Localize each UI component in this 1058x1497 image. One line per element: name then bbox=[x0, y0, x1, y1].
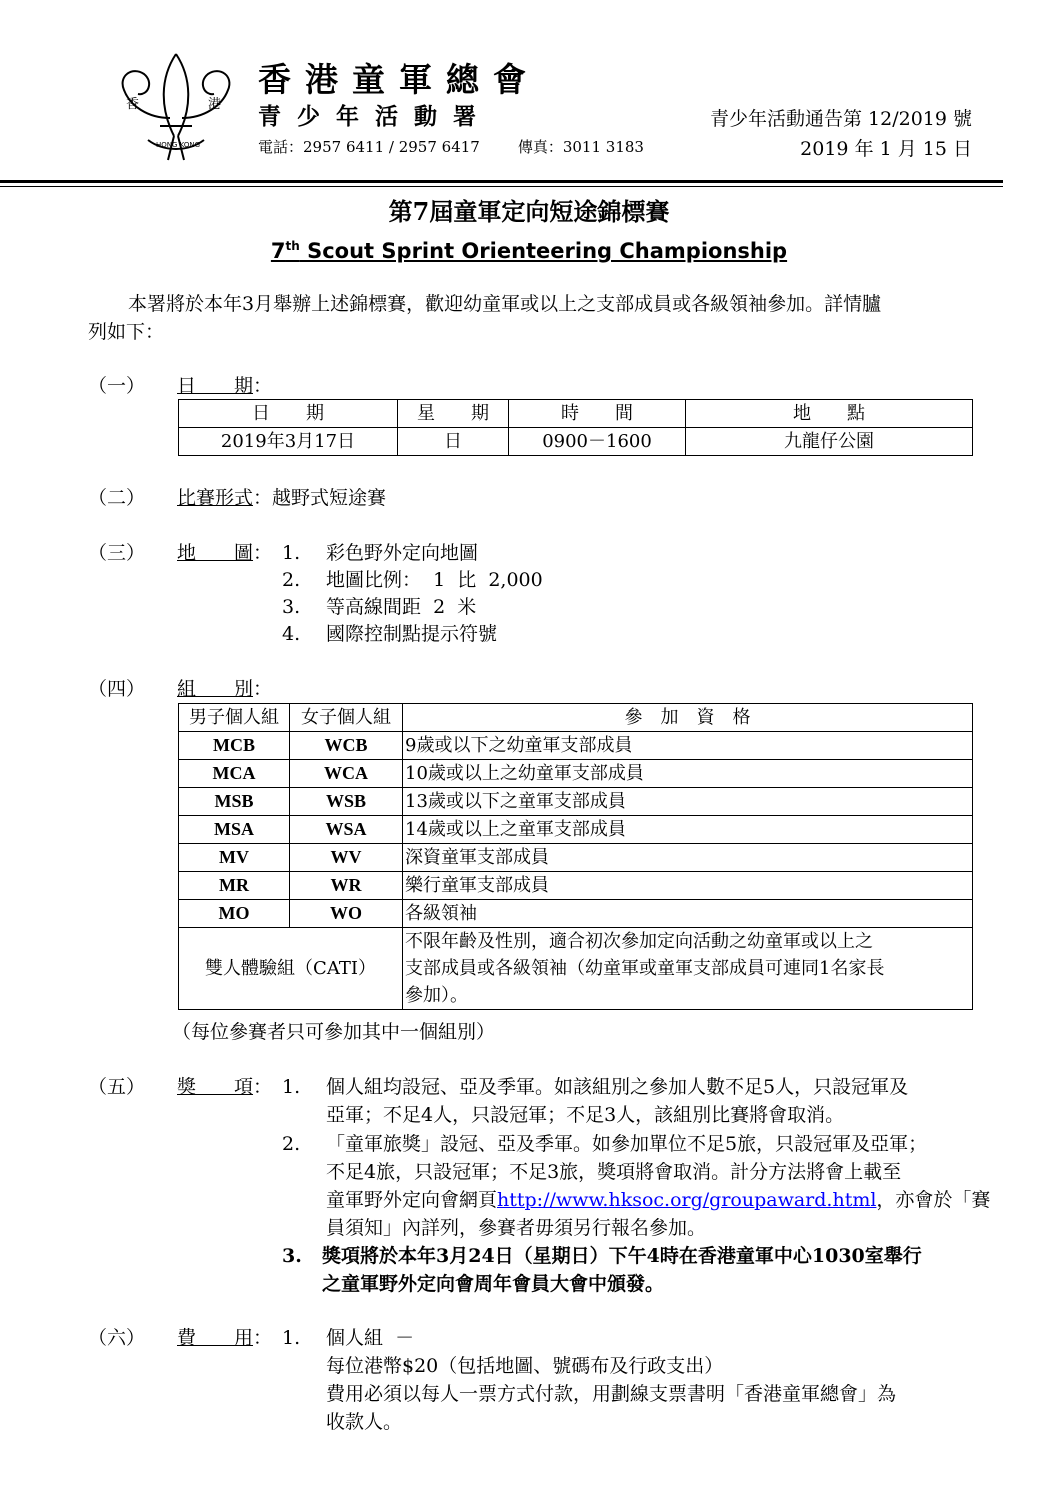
category-male-code: MSB bbox=[179, 788, 290, 816]
s5-item-1-line-2: 亞軍；不足4人，只設冠軍；不足3人，該組別比賽將會取消。 bbox=[326, 1104, 845, 1126]
s6-item-1-line-3: 費用必須以每人一票方式付款，用劃線支票書明「香港童軍總會」為 bbox=[326, 1383, 897, 1405]
category-header-female: 女子個人組 bbox=[290, 704, 403, 732]
groupaward-link[interactable]: http://www.hksoc.org/groupaward.html bbox=[497, 1189, 877, 1211]
header-rule-thin bbox=[0, 186, 1003, 187]
s3-item-1: 彩色野外定向地圖 bbox=[326, 542, 479, 564]
category-eligibility: 各級領袖 bbox=[403, 900, 973, 928]
s3-heading: 地 圖： bbox=[177, 542, 273, 564]
s2-number: （二） bbox=[88, 487, 146, 509]
s5-item-2-line-4: 員須知」內詳列，參賽者毋須另行報名參加。 bbox=[326, 1217, 707, 1239]
s4-heading: 組 別： bbox=[177, 678, 273, 700]
s3-item-3-num: 3. bbox=[282, 596, 301, 618]
category-note: （每位參賽者只可參加其中一個組別） bbox=[172, 1021, 496, 1043]
s3-item-2-num: 2. bbox=[282, 569, 301, 591]
category-female-code: WCA bbox=[290, 760, 403, 788]
s3-item-4: 國際控制點提示符號 bbox=[326, 623, 498, 645]
category-eligibility: 樂行童軍支部成員 bbox=[403, 872, 973, 900]
s5-item-1-line-1: 個人組均設冠、亞及季軍。如該組別之參加人數不足5人，只設冠軍及 bbox=[326, 1076, 909, 1098]
category-male-code: MCA bbox=[179, 760, 290, 788]
table-row bbox=[179, 760, 973, 788]
table-row bbox=[179, 900, 973, 928]
category-male-code: MCB bbox=[179, 732, 290, 760]
table-row bbox=[179, 844, 973, 872]
category-female-code: WV bbox=[290, 844, 403, 872]
s5-number: （五） bbox=[88, 1076, 146, 1098]
schedule-header-venue: 地 點 bbox=[686, 400, 973, 428]
cati-label: 雙人體驗組（CATI） bbox=[179, 928, 403, 1010]
category-male-code: MV bbox=[179, 844, 290, 872]
table-row bbox=[179, 400, 973, 428]
notice-date: 2019 年 1 月 15 日 bbox=[800, 138, 972, 160]
s3-number: （三） bbox=[88, 542, 146, 564]
table-row bbox=[179, 428, 973, 456]
table-row bbox=[179, 928, 973, 1010]
category-male-code: MSA bbox=[179, 816, 290, 844]
category-female-code: WCB bbox=[290, 732, 403, 760]
intro-line-2: 列如下： bbox=[88, 321, 165, 343]
schedule-venue: 九龍仔公園 bbox=[686, 428, 973, 456]
s3-item-4-num: 4. bbox=[282, 623, 301, 645]
category-eligibility: 深資童軍支部成員 bbox=[403, 844, 973, 872]
schedule-weekday: 日 bbox=[398, 428, 509, 456]
s1-number: （一） bbox=[88, 375, 146, 397]
logo-ribbon-text: HONG KONG bbox=[156, 141, 201, 149]
schedule-table bbox=[178, 399, 973, 456]
s5-item-2-num: 2. bbox=[282, 1133, 301, 1155]
category-eligibility: 14歲或以上之童軍支部成員 bbox=[403, 816, 973, 844]
category-eligibility: 13歲或以下之童軍支部成員 bbox=[403, 788, 973, 816]
intro-line-1: 本署將於本年3月舉辦上述錦標賽，歡迎幼童軍或以上之支部成員或各級領袖參加。詳情臚 bbox=[128, 293, 882, 315]
table-row bbox=[179, 704, 973, 732]
category-female-code: WSA bbox=[290, 816, 403, 844]
s4-number: （四） bbox=[88, 678, 146, 700]
table-row bbox=[179, 816, 973, 844]
s6-item-1-line-1: 個人組 － bbox=[326, 1327, 415, 1349]
category-female-code: WO bbox=[290, 900, 403, 928]
logo-text-right: 港 bbox=[208, 97, 222, 112]
schedule-header-time: 時 間 bbox=[509, 400, 686, 428]
title-chinese: 第7屆童軍定向短途錦標賽 bbox=[388, 197, 670, 226]
s5-item-3-line-2: 之童軍野外定向會周年會員大會中頒發。 bbox=[322, 1273, 665, 1295]
category-female-code: WR bbox=[290, 872, 403, 900]
s3-item-3: 等高線間距 2 米 bbox=[326, 596, 477, 618]
schedule-date: 2019年3月17日 bbox=[179, 428, 398, 456]
s6-heading: 費 用： bbox=[177, 1327, 273, 1349]
schedule-header-date: 日 期 bbox=[179, 400, 398, 428]
s6-item-1-line-4: 收款人。 bbox=[326, 1411, 403, 1433]
s1-heading: 日 期： bbox=[177, 375, 273, 397]
s5-item-2-line-2: 不足4旅，只設冠軍；不足3旅，獎項將會取消。計分方法將會上載至 bbox=[326, 1161, 902, 1183]
s5-item-2-line-1: 「童軍旅獎」設冠、亞及季軍。如參加單位不足5旅，只設冠軍及亞軍； bbox=[326, 1133, 928, 1155]
fax: 傳真：3011 3183 bbox=[517, 138, 644, 156]
org-name: 香港童軍總會 bbox=[258, 60, 540, 99]
s5-heading: 獎 項： bbox=[177, 1076, 273, 1098]
phone: 電話：2957 6411 / 2957 6417 bbox=[258, 138, 480, 156]
s6-number: （六） bbox=[88, 1327, 146, 1349]
s5-item-2-line-3: 童軍野外定向會網頁http://www.hksoc.org/groupaward.html，亦會於「賽 bbox=[326, 1189, 991, 1211]
schedule-header-weekday: 星 期 bbox=[398, 400, 509, 428]
s5-item-1-num: 1. bbox=[282, 1076, 301, 1098]
s2-heading: 比賽形式：越野式短途賽 bbox=[177, 487, 387, 509]
category-male-code: MO bbox=[179, 900, 290, 928]
notice-number: 青少年活動通告第 12/2019 號 bbox=[709, 108, 972, 130]
s3-item-2: 地圖比例： 1 比 2,000 bbox=[326, 569, 543, 591]
s3-item-1-num: 1. bbox=[282, 542, 301, 564]
category-header-male: 男子個人組 bbox=[179, 704, 290, 732]
scout-logo bbox=[108, 48, 244, 166]
category-eligibility: 10歲或以上之幼童軍支部成員 bbox=[403, 760, 973, 788]
category-header-eligibility: 參 加 資 格 bbox=[403, 704, 973, 732]
table-row bbox=[179, 872, 973, 900]
schedule-time: 0900－1600 bbox=[509, 428, 686, 456]
s5-item-3-line-1: 獎項將於本年3月24日（星期日）下午4時在香港童軍中心1030室舉行 bbox=[322, 1245, 922, 1267]
s6-item-1-num: 1. bbox=[282, 1327, 301, 1349]
cati-eligibility: 不限年齡及性別，適合初次參加定向活動之幼童軍或以上之 支部成員或各級領袖（幼童軍或童軍支部成員可連同1名家長 參加）。 bbox=[403, 928, 973, 1010]
dept-name: 青少年活動署 bbox=[258, 103, 492, 130]
category-female-code: WSB bbox=[290, 788, 403, 816]
logo-text-left: 香 bbox=[126, 97, 140, 112]
s5-item-3-num: 3. bbox=[282, 1245, 302, 1267]
category-eligibility: 9歲或以下之幼童軍支部成員 bbox=[403, 732, 973, 760]
table-row bbox=[179, 732, 973, 760]
header-rule-thick bbox=[0, 180, 1003, 183]
category-table bbox=[178, 703, 973, 1010]
table-row bbox=[179, 788, 973, 816]
contact-line bbox=[258, 136, 644, 158]
category-male-code: MR bbox=[179, 872, 290, 900]
title-english: 7th Scout Sprint Orienteering Championship bbox=[270, 239, 788, 263]
s6-item-1-line-2: 每位港幣$20（包括地圖、號碼布及行政支出） bbox=[326, 1355, 724, 1377]
